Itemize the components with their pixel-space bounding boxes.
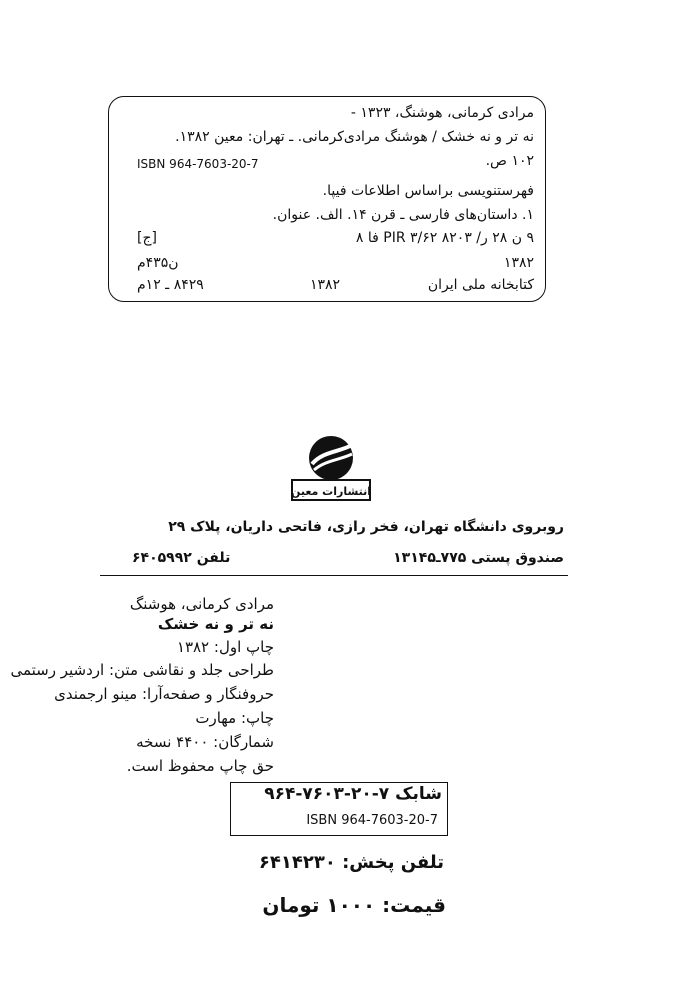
cip-subject-line: ۱. داستان‌های فارسی ـ قرن ۱۴. الف. عنوان. [272,207,534,223]
book-printing: چاپ: مهارت [195,709,274,727]
book-circulation: شمارگان: ۴۴۰۰ نسخه [136,733,274,751]
divider-rule [100,575,568,576]
cip-library-year: ۱۳۸۲ [310,277,341,293]
cip-note-line: فهرستنویسی براساس اطلاعات فیپا. [322,183,534,199]
publisher-logo [290,432,372,502]
cip-year-right: ۱۳۸۲ [503,255,534,271]
publisher-phone: تلفن ۶۴۰۵۹۹۲ [132,550,231,566]
publisher-logo-icon [290,432,372,502]
cip-bracket: [ج] [137,230,157,246]
cip-title-line: نه تر و نه خشک / هوشنگ مرادی‌کرمانی. ـ تهران: معین ۱۳۸۲. [175,129,534,145]
cip-call-code: ن۴۳۵م [137,255,179,271]
book-author: مرادی کرمانی، هوشنگ [129,595,274,613]
book-edition: چاپ اول: ۱۳۸۲ [176,638,274,656]
publisher-po-box: صندوق پستی ۷۷۵ـ۱۳۱۴۵ [393,550,564,566]
book-title: نه تر و نه خشک [157,615,274,633]
book-cover-design: طراحی جلد و نقاشی متن: اردشیر رستمی [10,661,274,679]
isbn-latin: ISBN 964-7603-20-7 [306,813,438,828]
book-rights: حق چاپ محفوظ است. [126,757,274,775]
distribution-phone: تلفن پخش: ۶۴۱۴۲۳۰ [258,852,444,873]
price: قیمت: ۱۰۰۰ تومان [262,893,446,917]
publisher-address: روبروی دانشگاه تهران، فخر رازی، فاتحی داریان، پلاک ۲۹ [168,519,564,535]
cip-author-line: مرادی کرمانی، هوشنگ، ۱۳۲۳ - [350,105,534,121]
cip-classification-line: ۹ ن ۲۸ ر/ ۸۲۰۳ PIR ۳/۶۲ فا ۸ [355,230,534,246]
cip-record-number: ۸۴۲۹ ـ ۱۲م [137,277,204,293]
cip-library: کتابخانه ملی ایران [427,277,534,293]
book-typesetting: حروفنگار و صفحه‌آرا: مینو ارجمندی [54,685,274,703]
isbn-persian: شابک ۷-۲۰-۷۶۰۳-۹۶۴ [264,784,442,804]
publisher-logo-text: انتشارات معین [290,485,372,498]
cip-pages-line: ۱۰۲ ص. [485,153,534,169]
cip-isbn: ISBN 964-7603-20-7 [137,157,259,171]
